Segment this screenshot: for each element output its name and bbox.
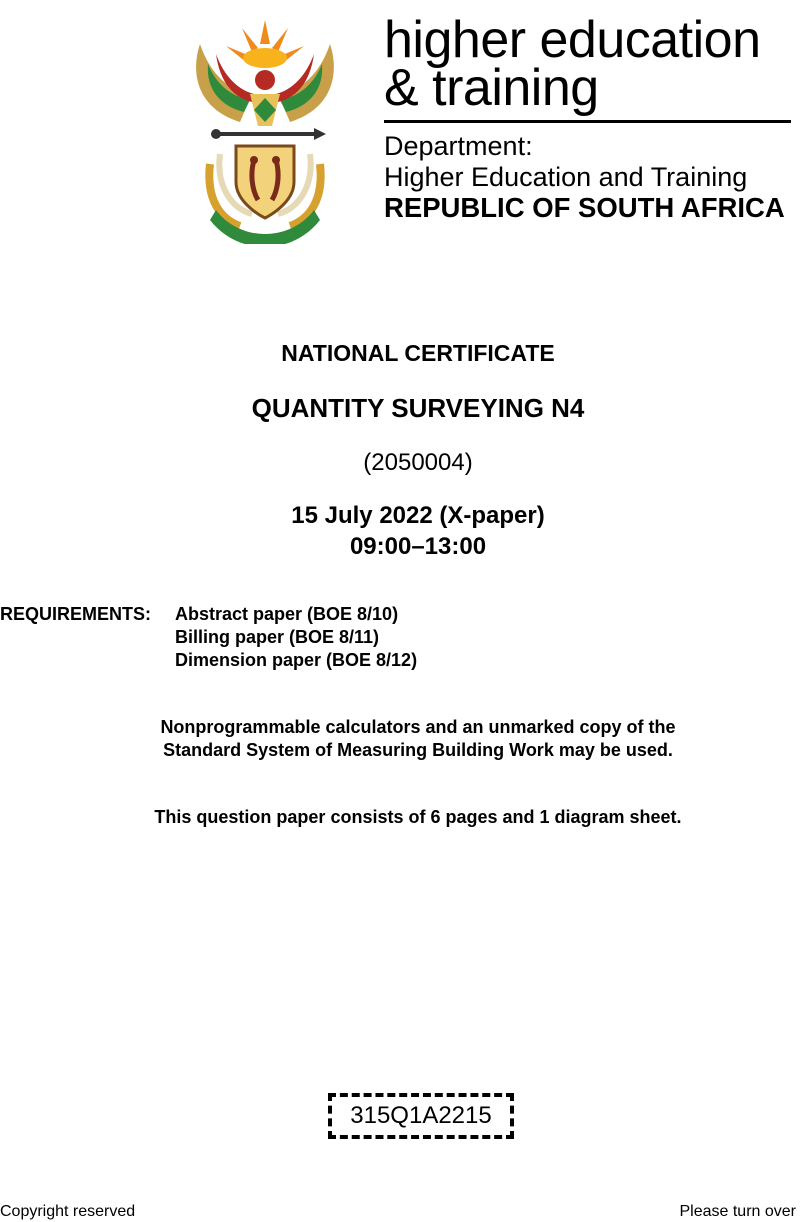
exam-time: 09:00–13:00 bbox=[349, 533, 487, 560]
turn-over-footer: Please turn over bbox=[679, 1203, 796, 1220]
copyright-footer: Copyright reserved bbox=[0, 1203, 136, 1220]
certificate-title: NATIONAL CERTIFICATE bbox=[281, 340, 555, 366]
subject-title: QUANTITY SURVEYING N4 bbox=[251, 393, 585, 423]
exam-date: 15 July 2022 (X-paper) bbox=[291, 502, 545, 529]
requirement-item: Dimension paper (BOE 8/12) bbox=[175, 650, 418, 670]
brand-title-line1: higher education bbox=[384, 11, 761, 69]
calculators-note-line1: Nonprogrammable calculators and an unmarked copy of the bbox=[160, 717, 676, 737]
country-name: REPUBLIC OF SOUTH AFRICA bbox=[384, 192, 785, 223]
department-label: Department: bbox=[384, 131, 533, 161]
requirement-item: Abstract paper (BOE 8/10) bbox=[175, 604, 399, 624]
brand-title-line2: & training bbox=[384, 59, 599, 117]
page-count-note: This question paper consists of 6 pages and 1 diagram sheet. bbox=[154, 807, 682, 827]
requirement-item: Billing paper (BOE 8/11) bbox=[175, 627, 380, 647]
brand-divider bbox=[384, 120, 791, 123]
paper-code: 315Q1A2215 bbox=[350, 1102, 492, 1129]
calculators-note-line2: Standard System of Measuring Building Work may be used. bbox=[163, 740, 673, 760]
department-name: Higher Education and Training bbox=[384, 162, 748, 192]
subject-code: (2050004) bbox=[363, 449, 473, 476]
paper-code-box bbox=[328, 1093, 514, 1139]
requirements-label: REQUIREMENTS: bbox=[0, 604, 152, 624]
coat-of-arms-logo bbox=[180, 14, 350, 244]
